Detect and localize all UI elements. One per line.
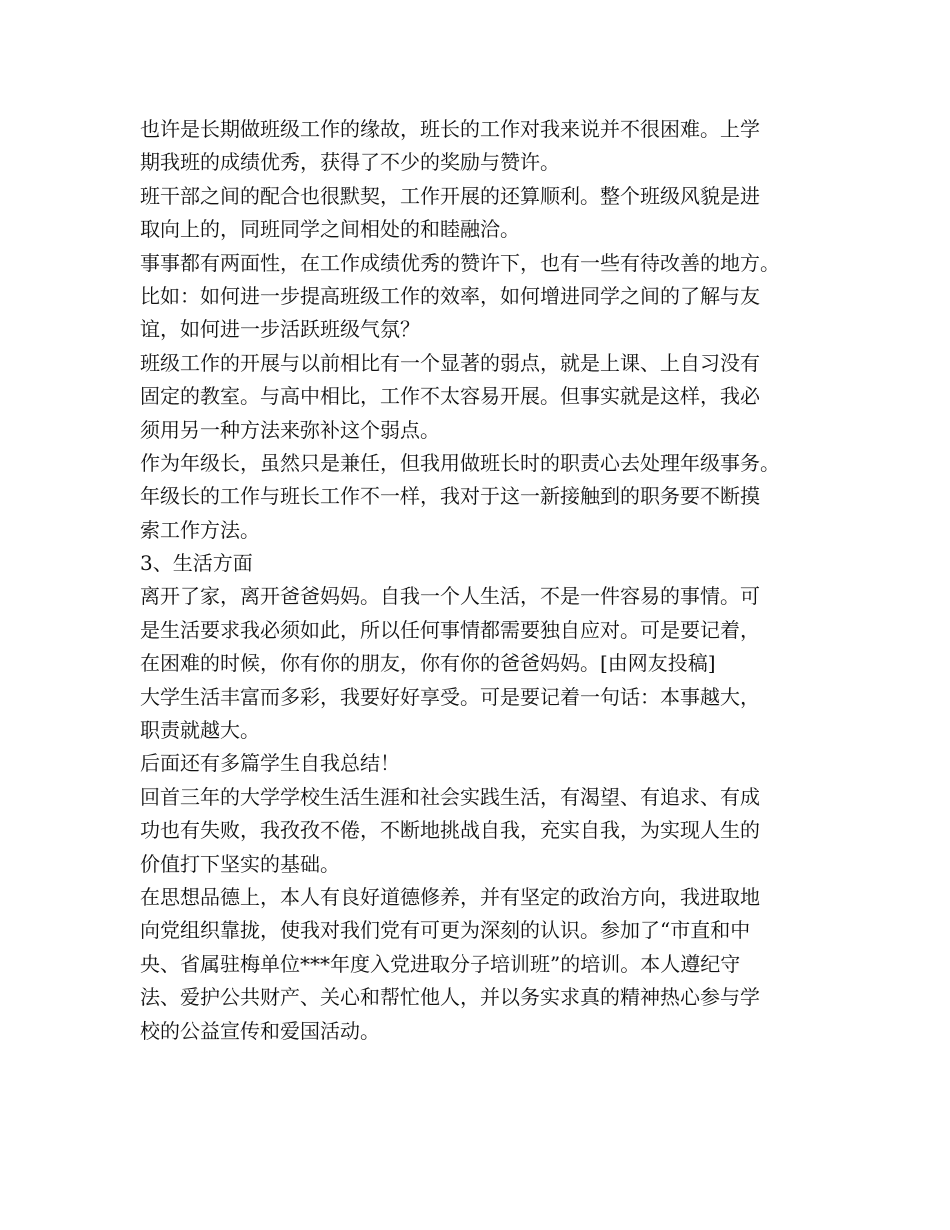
text-line: 索工作方法。: [140, 517, 260, 542]
text-line: 班干部之间的配合也很默契，工作开展的还算顺利。整个班级风貌是进: [140, 183, 760, 208]
text-line: 在困难的时候，你有你的朋友，你有你的爸爸妈妈。[由网友投稿]: [140, 651, 716, 676]
text-line: 校的公益宣传和爱国活动。: [140, 1018, 380, 1043]
text-line: 在思想品德上，本人有良好道德修养，并有坚定的政治方向，我进取地: [140, 884, 760, 909]
text-line: 回首三年的大学学校生活生涯和社会实践生活，有渴望、有追求、有成: [140, 784, 760, 809]
section-heading: 3、生活方面: [140, 551, 253, 576]
text-line: 事事都有两面性，在工作成绩优秀的赞许下，也有一些有待改善的地方。: [140, 250, 780, 275]
text-line: 离开了家，离开爸爸妈妈。自我一个人生活，不是一件容易的事情。可: [140, 584, 760, 609]
text-line: 也许是长期做班级工作的缘故，班长的工作对我来说并不很困难。上学: [140, 117, 760, 141]
text-line: 比如：如何进一步提高班级工作的效率，如何增进同学之间的了解与友: [140, 283, 760, 308]
text-line: 职责就越大。: [140, 718, 260, 743]
text-line: 作为年级长，虽然只是兼任，但我用做班长时的职责心去处理年级事务。: [140, 450, 780, 475]
text-line: 价值打下坚实的基础。: [140, 851, 340, 876]
text-line: 须用另一种方法来弥补这个弱点。: [140, 417, 440, 442]
text-line: 法、爱护公共财产、关心和帮忙他人，并以务实求真的精神热心参与学: [140, 985, 760, 1010]
text-line: 谊，如何进一步活跃班级气氛？: [140, 317, 420, 342]
text-line: 期我班的成绩优秀，获得了不少的奖励与赞许。: [140, 150, 560, 175]
text-line: 是生活要求我必须如此，所以任何事情都需要独自应对。可是要记着，: [140, 617, 760, 642]
text-line: 年级长的工作与班长工作不一样，我对于这一新接触到的职务要不断摸: [140, 484, 760, 509]
text-line: 央、省属驻梅单位***年度入党进取分子培训班”的培训。本人遵纪守: [140, 951, 741, 976]
text-line: 班级工作的开展与以前相比有一个显著的弱点，就是上课、上自习没有: [140, 350, 760, 375]
text-line: 功也有失败，我孜孜不倦，不断地挑战自我，充实自我，为实现人生的: [140, 818, 760, 843]
text-line: 后面还有多篇学生自我总结！: [140, 751, 400, 776]
document-body: [140, 113, 820, 1048]
text-line: 取向上的，同班同学之间相处的和睦融洽。: [140, 217, 520, 242]
text-line: 大学生活丰富而多彩，我要好好享受。可是要记着一句话：本事越大，: [140, 684, 760, 709]
text-line: 向党组织靠拢，使我对我们党有可更为深刻的认识。参加了“市直和中: [140, 918, 751, 943]
text-line: 固定的教室。与高中相比，工作不太容易开展。但事实就是这样，我必: [140, 384, 760, 409]
